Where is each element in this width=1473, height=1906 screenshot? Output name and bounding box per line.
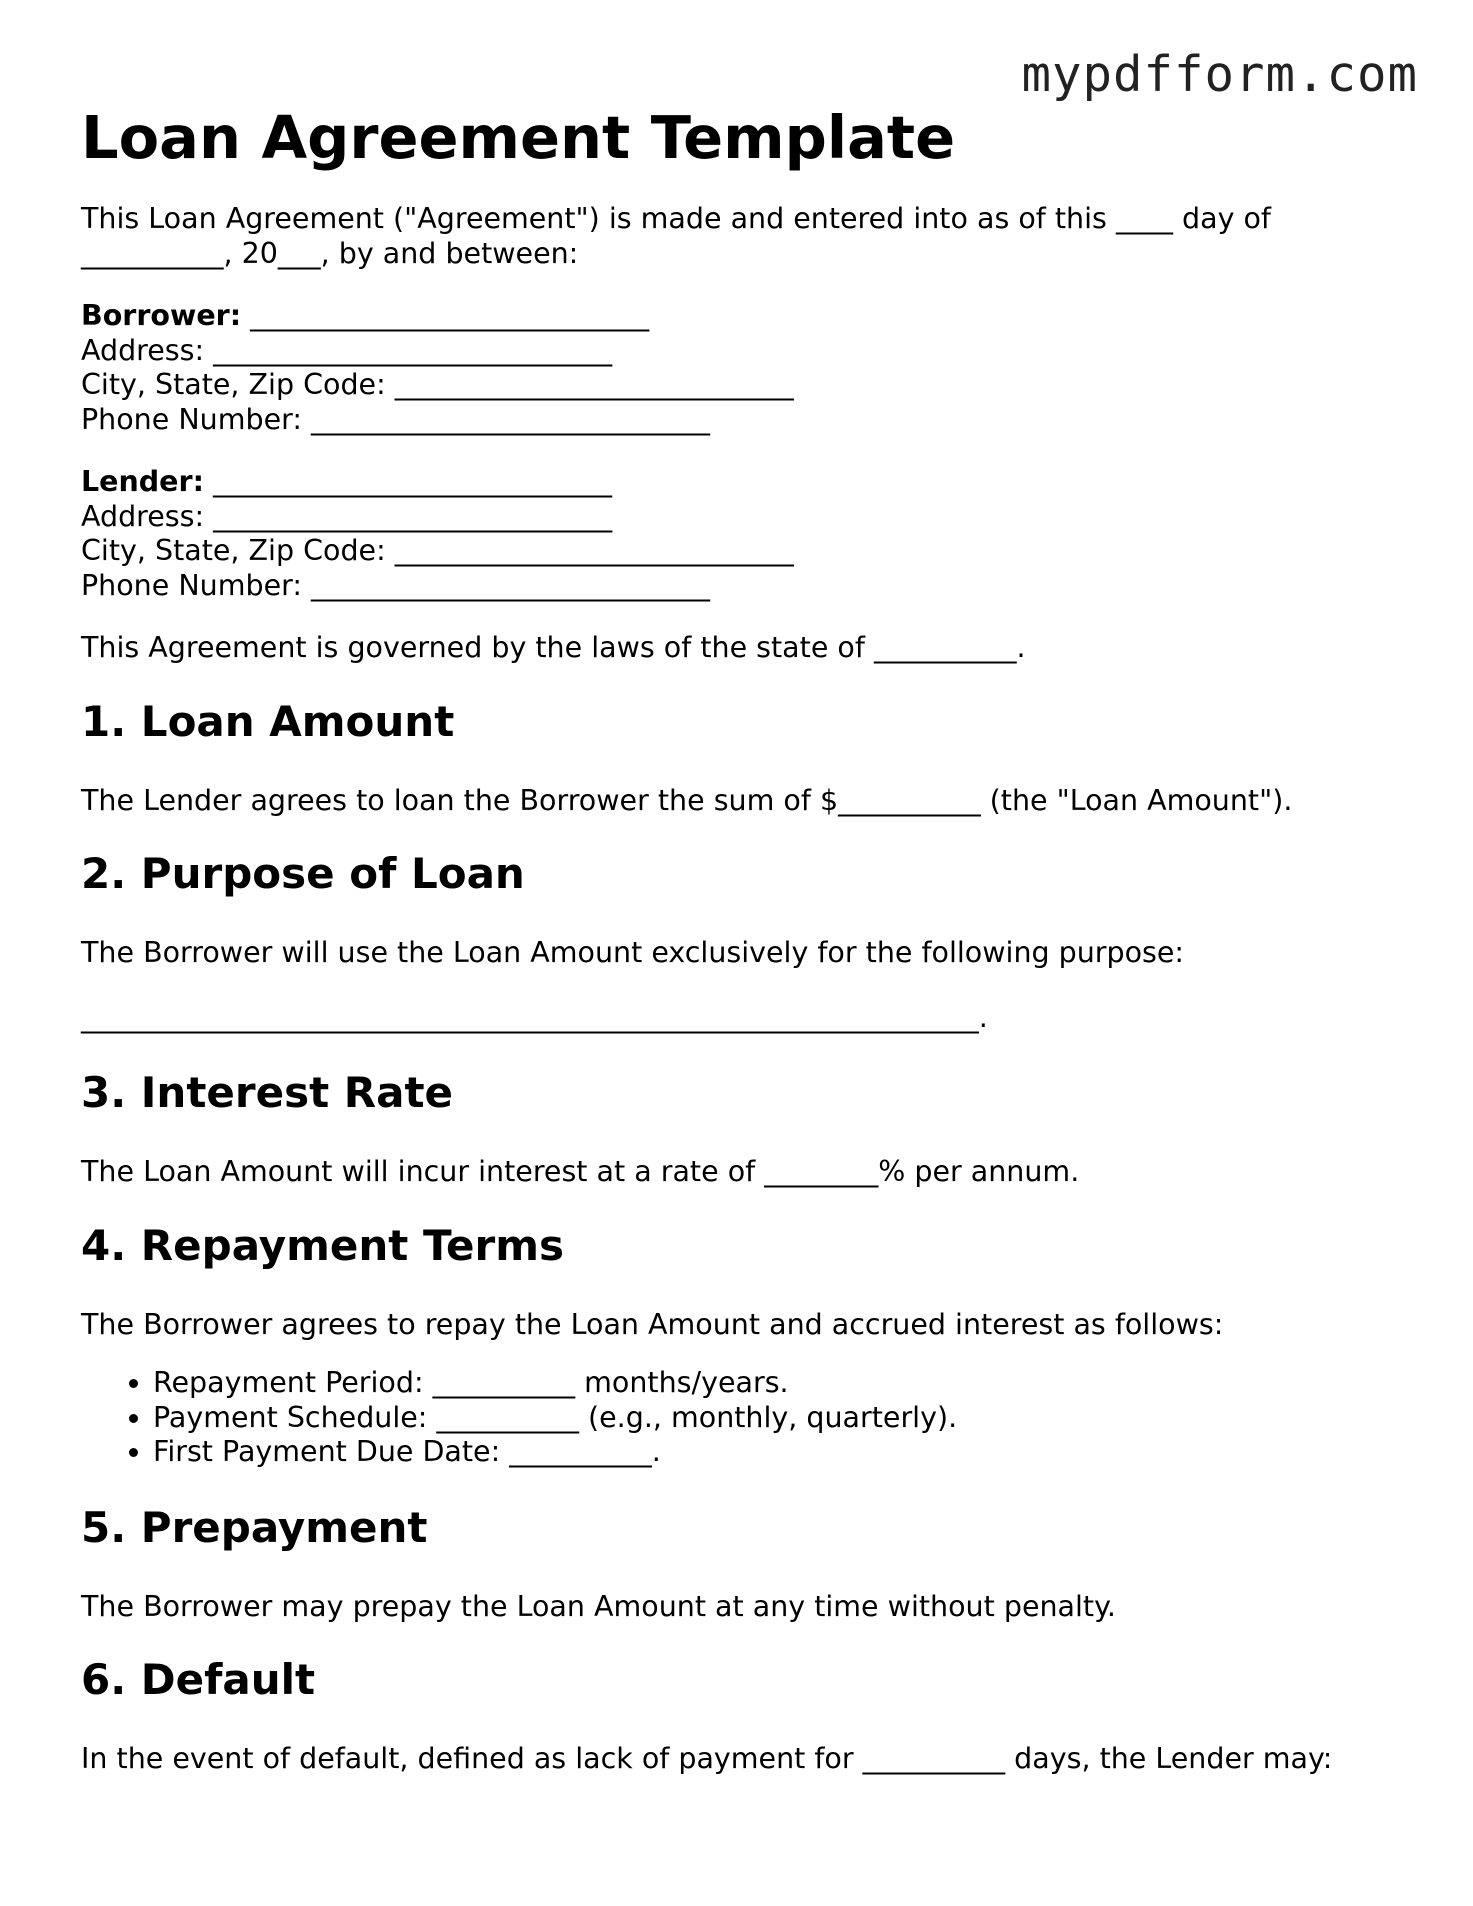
section-default-heading: 6. Default bbox=[81, 1655, 316, 1704]
section-loan-amount-heading: 1. Loan Amount bbox=[81, 696, 455, 746]
lender-city-line: City, State, Zip Code: ____________________________ bbox=[81, 534, 794, 567]
section-interest-text: The Loan Amount will incur interest at a rate of ________% per annum. bbox=[81, 1155, 1080, 1188]
borrower-city-line: City, State, Zip Code: ____________________________ bbox=[81, 368, 794, 401]
governing-law-paragraph: This Agreement is governed by the laws of the state of __________. bbox=[81, 631, 1026, 664]
section-default-text: In the event of default, defined as lack of payment for __________ days, the Lender may: bbox=[81, 1742, 1333, 1775]
watermark: mypdfform.com bbox=[1021, 46, 1418, 103]
borrower-phone-line: Phone Number: ____________________________ bbox=[81, 402, 710, 436]
section-repayment-text: The Borrower agrees to repay the Loan Amount and accrued interest as follows: bbox=[81, 1307, 1224, 1341]
intro-paragraph: This Loan Agreement ("Agreement") is made and entered into as of this ____ day of __________, 20___, by and between: bbox=[81, 202, 1271, 270]
section-loan-amount-text: The Lender agrees to loan the Borrower the sum of $__________ (the "Loan Amount"). bbox=[81, 783, 1293, 817]
list-item: • Payment Schedule: __________ (e.g., monthly, quarterly). bbox=[153, 1401, 1411, 1436]
section-repayment-heading: 4. Repayment Terms bbox=[81, 1220, 564, 1270]
lender-label: Lender: bbox=[81, 465, 204, 498]
list-item: • Repayment Period: __________ months/years. bbox=[153, 1366, 1411, 1401]
section-prepayment-heading: 5. Prepayment bbox=[81, 1502, 428, 1552]
document-title: Loan Agreement Template bbox=[81, 103, 956, 172]
section-purpose-heading: 2. Purpose of Loan bbox=[81, 849, 525, 898]
borrower-block bbox=[81, 299, 1411, 437]
lender-phone-line: Phone Number: ____________________________ bbox=[81, 568, 710, 602]
borrower-address-line: Address: ____________________________ bbox=[81, 333, 613, 367]
repayment-terms-list bbox=[81, 1366, 1411, 1470]
borrower-name-line bbox=[81, 299, 1411, 334]
lender-name-line bbox=[81, 465, 1411, 500]
section-prepayment-text: The Borrower may prepay the Loan Amount at any time without penalty. bbox=[81, 1589, 1116, 1623]
borrower-name-blank: ____________________________ bbox=[241, 299, 650, 332]
section-purpose-blank: _______________________________________________________________. bbox=[81, 1000, 988, 1034]
lender-address-line: Address: ____________________________ bbox=[81, 499, 613, 533]
document-page bbox=[81, 102, 1411, 1777]
lender-name-blank: ____________________________ bbox=[203, 465, 613, 498]
lender-block bbox=[81, 465, 1411, 603]
section-purpose-text: The Borrower will use the Loan Amount exclusively for the following purpose: bbox=[81, 936, 1185, 969]
section-interest-heading: 3. Interest Rate bbox=[81, 1068, 454, 1117]
borrower-label: Borrower: bbox=[81, 299, 242, 332]
list-item: • First Payment Due Date: __________. bbox=[153, 1435, 1411, 1470]
